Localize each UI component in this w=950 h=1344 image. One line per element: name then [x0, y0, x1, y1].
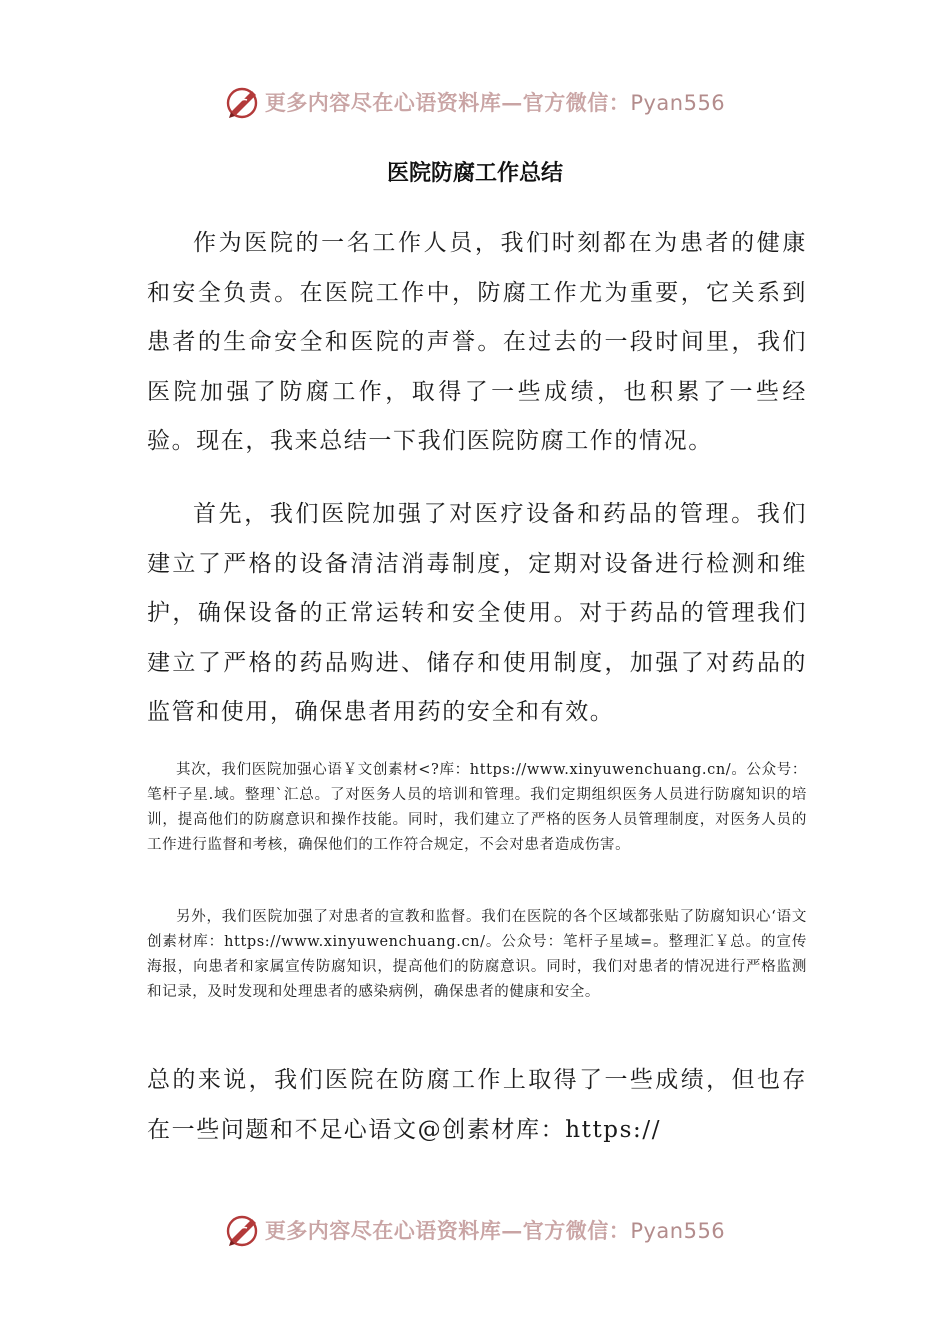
header-banner: [0, 82, 950, 122]
document-title: 医院防腐工作总结: [386, 161, 563, 186]
paragraph-intro: 作为医院的一名工作人员，我们时刻都在为患者的健康和安全负责。在医院工作中，防腐工作尤为重要，它关系到患者的生命安全和医院的声誉。在过去的一段时间里，我们医院加强了防腐工作，取得了一些成绩，也积累了一些经验。现在，我来总结一下我们医院防腐工作的情况。: [147, 230, 807, 454]
pen-logo-icon: [225, 1212, 261, 1248]
footer-wechat-id: Pyan556: [630, 1219, 726, 1243]
header-brand-text: 更多内容尽在心语资料库—官方微信：Pyan556: [264, 90, 726, 115]
footer-brand-text: 更多内容尽在心语资料库—官方微信：Pyan556: [264, 1218, 726, 1243]
paragraph-equipment: 首先，我们医院加强了对医疗设备和药品的管理。我们建立了严格的设备清洁消毒制度，定期对设备进行检测和维护，确保设备的正常运转和安全使用。对于药品的管理我们建立了严格的药品购进、储存和使用制度，加强了对药品的监管和使用，确保患者用药的安全和有效。: [147, 501, 807, 725]
pen-logo-icon: [225, 84, 261, 120]
header-wechat-id: Pyan556: [630, 91, 726, 115]
paragraph-staff-training: 其次，我们医院加强心语￥文创素材<?库：https://www.xinyuwenchuang.cn/。公众号：笔杆子星.域。整理`汇总。了对医务人员的培训和管理。我们定期组织医务人员进行防腐知识的培训，提高他们的防腐意识和操作技能。同时，我们建立了严格的医务人员管理制度，对医务人员的工作进行监督和考核，确保他们的工作符合规定，不会对患者造成伤害。: [147, 762, 807, 853]
paragraph-patient-education: 另外，我们医院加强了对患者的宣教和监督。我们在医院的各个区域都张贴了防腐知识心‘语文创素材库：https://www.xinyuwenchuang.cn/。公众号：笔杆子星域=。整理汇￥总。的宣传海报，向患者和家属宣传防腐知识，提高他们的防腐意识。同时，我们对患者的情况进行严格监测和记录，及时发现和处理患者的感染病例，确保患者的健康和安全。: [147, 909, 807, 1000]
paragraph-summary: 总的来说，我们医院在防腐工作上取得了一些成绩，但也存在一些问题和不足心语文@创素材库：https://: [147, 1067, 807, 1143]
footer-banner: [0, 1210, 950, 1250]
